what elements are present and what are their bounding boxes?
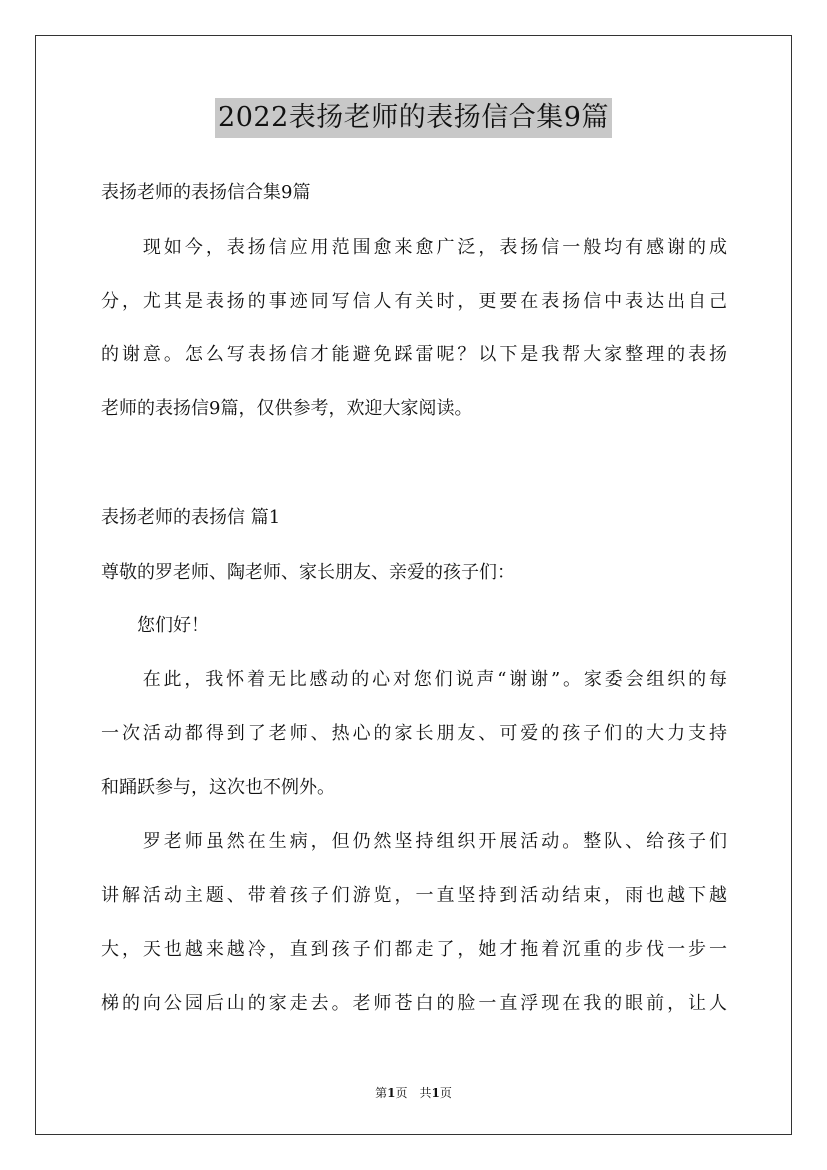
- footer-label: 页 共: [395, 1086, 432, 1100]
- paragraph-line: 罗老师虽然在生病，但仍然坚持组织开展活动。整队、给孩子们: [101, 831, 727, 852]
- paragraph-line: 讲解活动主题、带着孩子们游览，一直坚持到活动结束，雨也越下越: [101, 885, 727, 906]
- page-current: 1: [387, 1086, 396, 1100]
- document-title: 2022表扬老师的表扬信合集9篇: [215, 98, 612, 138]
- title-wrap: [0, 98, 827, 138]
- salutation: 尊敬的罗老师、陶老师、家长朋友、亲爱的孩子们：: [101, 562, 515, 583]
- paragraph-line: 一次活动都得到了老师、热心的家长朋友、可爱的孩子们的大力支持: [101, 723, 727, 744]
- paragraph-line: 分，尤其是表扬的事迹同写信人有关时，更要在表扬信中表达出自己: [101, 291, 727, 312]
- paragraph-line: 在此，我怀着无比感动的心对您们说声“谢谢”。家委会组织的每: [101, 669, 727, 690]
- footer-label: 第: [375, 1086, 388, 1100]
- paragraph-line: 老师的表扬信9篇，仅供参考，欢迎大家阅读。: [101, 398, 473, 419]
- paragraph-line: 和踊跃参与，这次也不例外。: [101, 777, 335, 798]
- paragraph-line: 大，天也越来越冷，直到孩子们都走了，她才拖着沉重的步伐一步一: [101, 939, 727, 960]
- section-heading: 表扬老师的表扬信 篇1: [101, 507, 281, 528]
- page-total: 1: [431, 1086, 440, 1100]
- page-footer: [0, 1084, 827, 1101]
- intro-heading: 表扬老师的表扬信合集9篇: [101, 182, 311, 203]
- paragraph-line: 梯的向公园后山的家走去。老师苍白的脸一直浮现在我的眼前，让人: [101, 993, 727, 1014]
- paragraph-line: 现如今，表扬信应用范围愈来愈广泛，表扬信一般均有感谢的成: [101, 237, 727, 258]
- paragraph-line: 的谢意。怎么写表扬信才能避免踩雷呢？以下是我帮大家整理的表扬: [101, 344, 727, 365]
- greeting: 您们好！: [101, 615, 209, 636]
- footer-label: 页: [439, 1086, 452, 1100]
